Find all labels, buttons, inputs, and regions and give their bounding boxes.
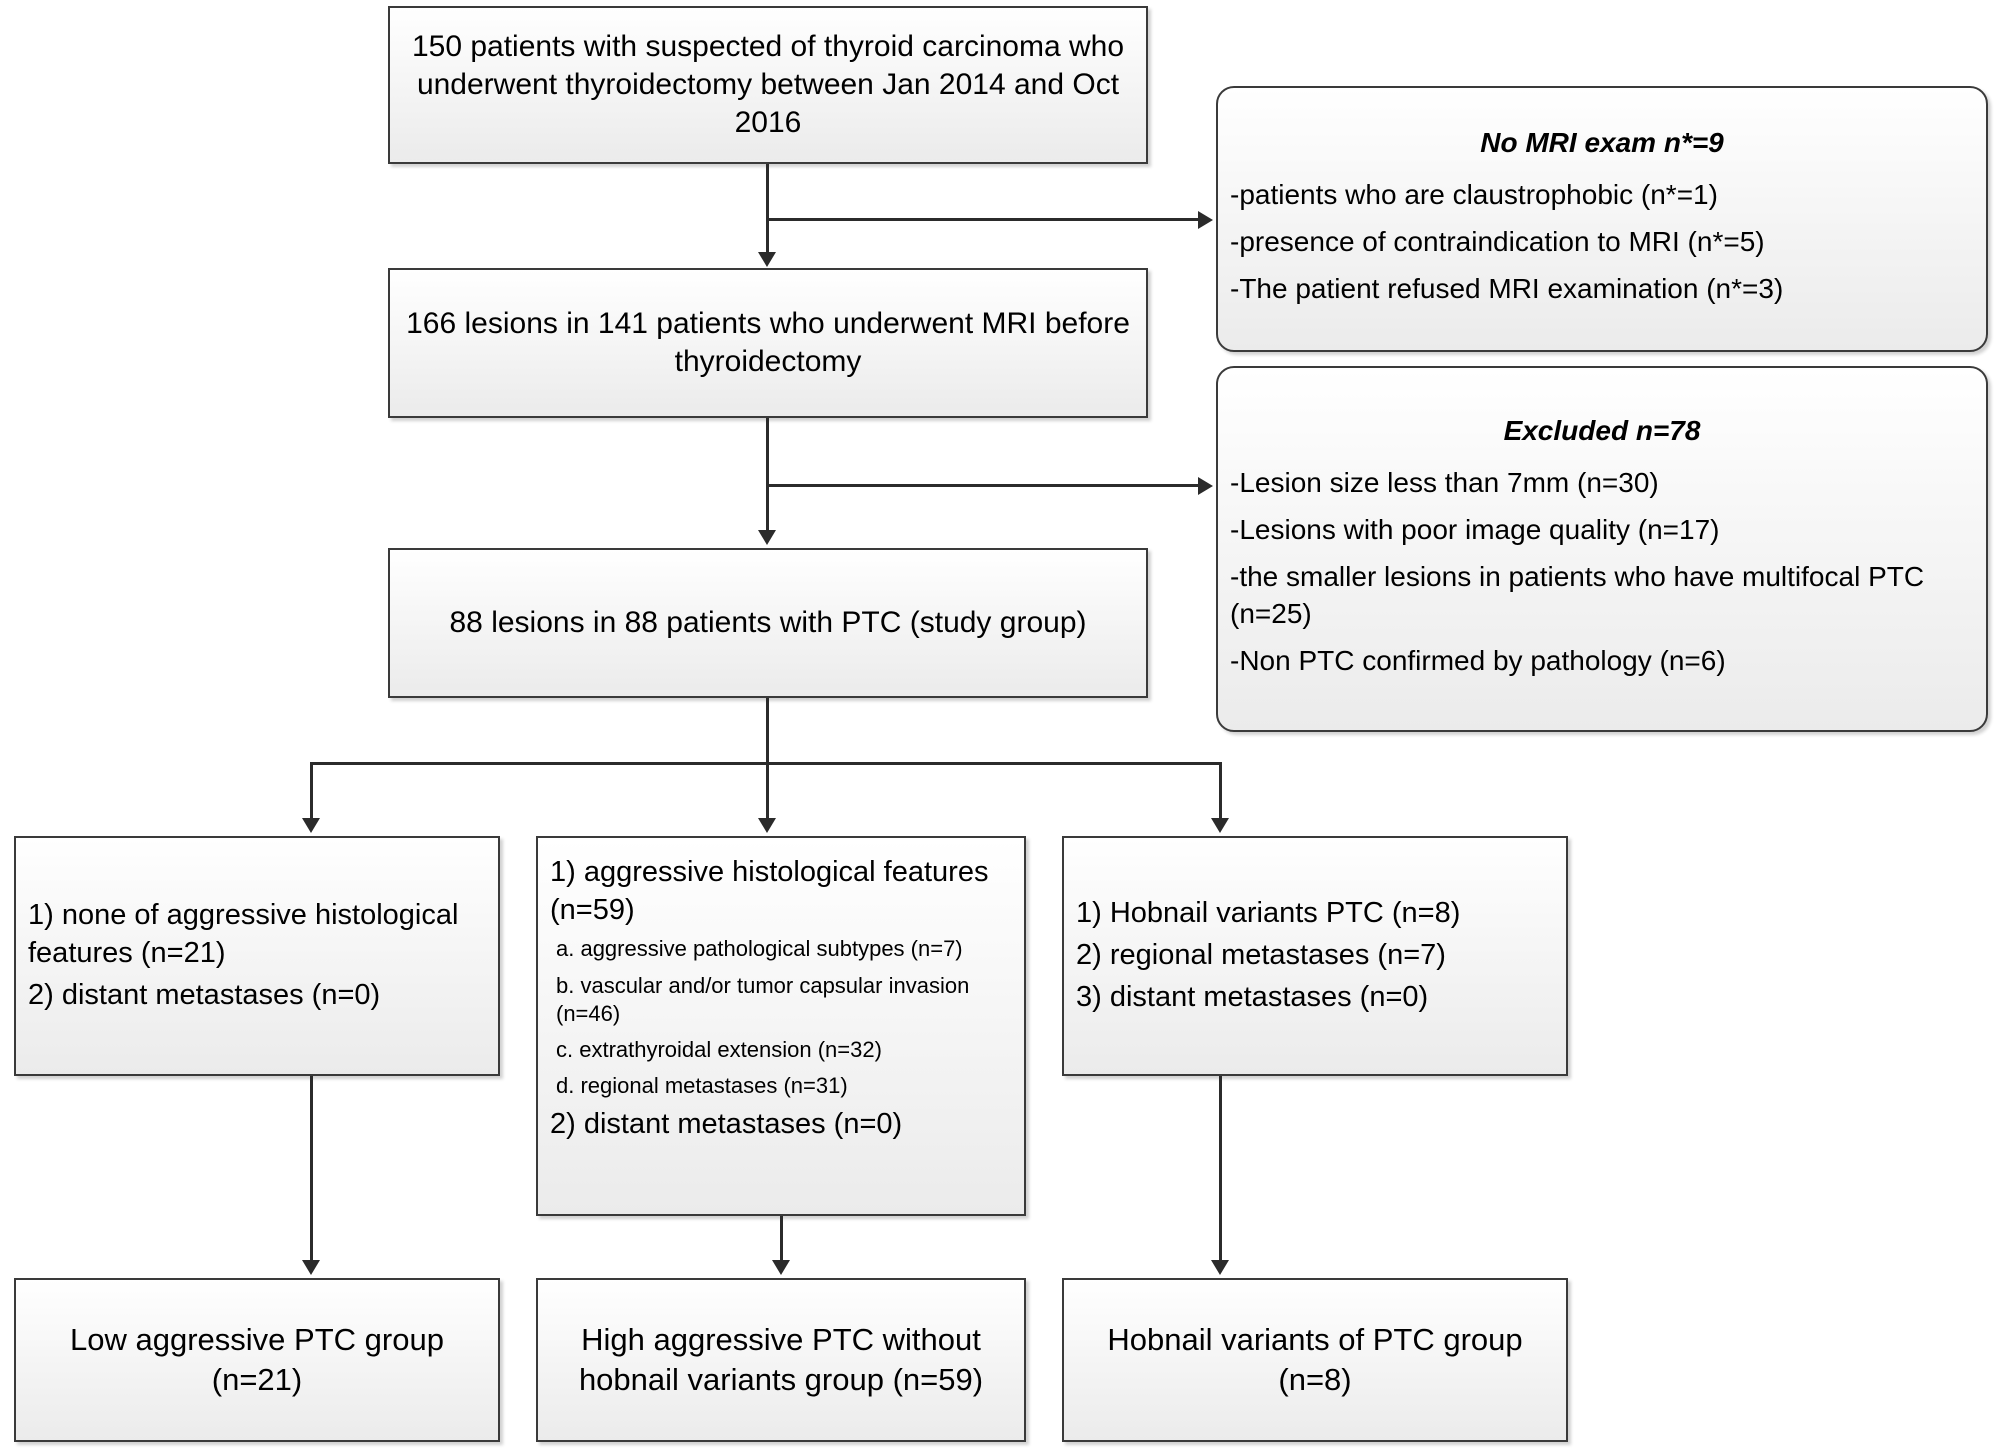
node-cohort-mri-text: 166 lesions in 141 patients who underwent MRI before thyroidectomy [406, 307, 1130, 378]
node-group-low [14, 836, 500, 1076]
group-hobnail-line: 3) distant metastases (n=0) [1076, 980, 1429, 1013]
group-hobnail-line: 2) regional metastases (n=7) [1076, 939, 1446, 972]
group-high-line: 1) aggressive histological features (n=59) [550, 856, 989, 926]
exclusion-no-mri-item: -presence of contraindication to MRI (n*=5) [1230, 225, 1765, 257]
arrow-high-result [772, 1260, 790, 1275]
result-high-text: High aggressive PTC without hobnail variants group (n=59) [578, 1321, 984, 1397]
connector-n3-bus [766, 698, 769, 762]
arrow-n1-n2 [758, 252, 776, 267]
arrow-hobnail-result [1211, 1260, 1229, 1275]
arrow-bus-group-hobnail [1211, 818, 1229, 833]
group-high-subline: a. aggressive pathological subtypes (n=7) [556, 936, 963, 962]
group-low-line: 1) none of aggressive histological features (n=21) [28, 899, 459, 970]
connector-bus-group-high [766, 762, 769, 818]
exclusion-excluded-item: -Non PTC confirmed by pathology (n=6) [1230, 644, 1726, 676]
connector-bus-group-low [310, 762, 313, 818]
node-study-group-text: 88 lesions in 88 patients with PTC (study group) [449, 606, 1087, 640]
node-result-hobnail [1062, 1278, 1568, 1442]
arrow-low-result [302, 1260, 320, 1275]
node-study-group [388, 548, 1148, 698]
connector-to-excluded [766, 484, 1198, 487]
node-exclusion-excluded [1216, 366, 1988, 732]
node-group-high [536, 836, 1026, 1216]
result-low-text: Low aggressive PTC group (n=21) [70, 1321, 444, 1397]
group-high-line: 2) distant metastases (n=0) [550, 1108, 903, 1141]
group-high-subline: c. extrathyroidal extension (n=32) [556, 1036, 882, 1062]
exclusion-no-mri-title: No MRI exam n*=9 [1480, 127, 1724, 159]
node-exclusion-no-mri [1216, 86, 1988, 352]
group-high-subline: b. vascular and/or tumor capsular invasion (n=46) [556, 972, 970, 1026]
node-cohort-initial [388, 6, 1148, 164]
exclusion-excluded-item: -Lesion size less than 7mm (n=30) [1230, 466, 1659, 498]
node-cohort-initial-text: 150 patients with suspected of thyroid carcinoma who underwent thyroidectomy between Jan 2014 and Oct 2016 [411, 30, 1125, 139]
node-group-hobnail [1062, 836, 1568, 1076]
connector-high-result [780, 1216, 783, 1260]
arrow-n2-n3 [758, 530, 776, 545]
exclusion-excluded-item: -the smaller lesions in patients who have multifocal PTC (n=25) [1230, 560, 1925, 629]
result-hobnail-text: Hobnail variants of PTC group (n=8) [1107, 1321, 1523, 1397]
connector-n2-n3 [766, 418, 769, 530]
exclusion-no-mri-item: -patients who are claustrophobic (n*=1) [1230, 178, 1718, 210]
arrow-to-no-mri [1198, 211, 1213, 229]
connector-n1-n2 [766, 164, 769, 252]
connector-hobnail-result [1219, 1076, 1222, 1260]
node-cohort-mri [388, 268, 1148, 418]
arrow-bus-group-low [302, 818, 320, 833]
group-low-line: 2) distant metastases (n=0) [28, 978, 381, 1011]
exclusion-excluded-item: -Lesions with poor image quality (n=17) [1230, 513, 1720, 545]
arrow-to-excluded [1198, 477, 1213, 495]
exclusion-excluded-title: Excluded n=78 [1503, 415, 1701, 447]
exclusion-no-mri-item: -The patient refused MRI examination (n*=3) [1230, 272, 1784, 304]
group-high-subline: d. regional metastases (n=31) [556, 1073, 848, 1098]
arrow-bus-group-high [758, 818, 776, 833]
connector-to-no-mri [766, 218, 1198, 221]
connector-low-result [310, 1076, 313, 1260]
connector-bus-group-hobnail [1219, 762, 1222, 818]
node-result-low [14, 1278, 500, 1442]
node-result-high [536, 1278, 1026, 1442]
group-hobnail-line: 1) Hobnail variants PTC (n=8) [1076, 897, 1461, 930]
